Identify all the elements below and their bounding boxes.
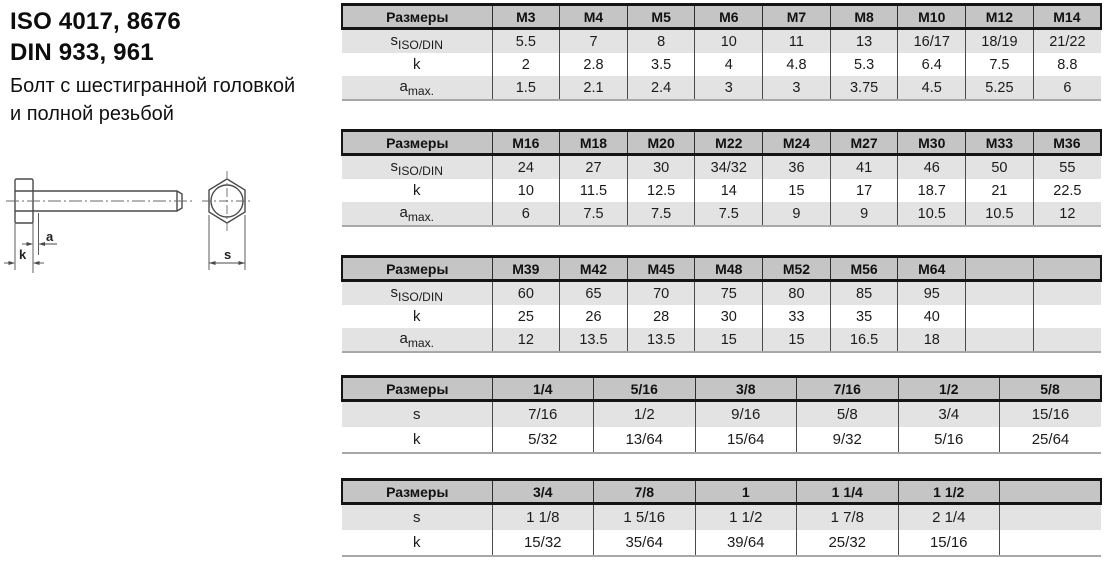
value-cell bbox=[1000, 504, 1102, 531]
value-cell: 2.4 bbox=[627, 76, 695, 100]
value-cell: 46 bbox=[898, 155, 966, 180]
value-cell: 12.5 bbox=[627, 179, 695, 202]
value-cell: 7.5 bbox=[627, 202, 695, 226]
value-cell: 6 bbox=[1033, 76, 1101, 100]
size-header-cell bbox=[1000, 480, 1102, 504]
table-header-row bbox=[342, 377, 1101, 401]
value-cell: 85 bbox=[830, 281, 898, 306]
value-cell: 25/32 bbox=[797, 530, 899, 556]
value-cell: 14 bbox=[695, 179, 763, 202]
size-header-cell: M10 bbox=[898, 5, 966, 29]
sizes-header-cell: Размеры bbox=[342, 131, 492, 155]
value-cell: 75 bbox=[695, 281, 763, 306]
value-cell: 7.5 bbox=[695, 202, 763, 226]
value-cell: 30 bbox=[627, 155, 695, 180]
row-label-cell bbox=[342, 305, 492, 328]
size-header-cell: 1/2 bbox=[898, 377, 1000, 401]
value-cell: 8 bbox=[627, 29, 695, 54]
value-cell: 1 1/8 bbox=[492, 504, 594, 531]
value-cell: 6.4 bbox=[898, 53, 966, 76]
row-label-cell bbox=[342, 504, 492, 531]
size-header-cell: M20 bbox=[627, 131, 695, 155]
size-header-cell: M42 bbox=[560, 257, 628, 281]
value-cell: 5.25 bbox=[966, 76, 1034, 100]
row-label: s bbox=[413, 509, 421, 526]
row-label-subscript: ISO/DIN bbox=[398, 37, 443, 52]
value-cell: 80 bbox=[763, 281, 831, 306]
size-header-cell: M18 bbox=[560, 131, 628, 155]
inch-table-34-to-112 bbox=[341, 478, 1102, 557]
size-header-cell bbox=[966, 257, 1034, 281]
row-label: s bbox=[390, 31, 399, 49]
row-label-cell bbox=[342, 202, 492, 226]
size-header-cell: 1 1/2 bbox=[898, 480, 1000, 504]
dimension-row bbox=[342, 53, 1101, 76]
row-label: a bbox=[399, 203, 408, 221]
value-cell: 4.5 bbox=[898, 76, 966, 100]
value-cell: 13.5 bbox=[560, 328, 628, 352]
value-cell: 7/16 bbox=[492, 401, 594, 428]
dimension-row bbox=[342, 281, 1101, 306]
value-cell: 15/16 bbox=[898, 530, 1000, 556]
value-cell: 15 bbox=[763, 328, 831, 352]
value-cell: 34/32 bbox=[695, 155, 763, 180]
value-cell: 3/4 bbox=[898, 401, 1000, 428]
row-label: s bbox=[390, 157, 399, 175]
value-cell: 65 bbox=[560, 281, 628, 306]
size-header-cell: M36 bbox=[1033, 131, 1101, 155]
value-cell bbox=[966, 305, 1034, 328]
row-label-cell bbox=[342, 401, 492, 428]
value-cell: 21 bbox=[966, 179, 1034, 202]
size-header-cell: M33 bbox=[966, 131, 1034, 155]
value-cell: 11.5 bbox=[560, 179, 628, 202]
size-header-cell: M48 bbox=[695, 257, 763, 281]
value-cell: 5.3 bbox=[830, 53, 898, 76]
title-block bbox=[10, 6, 340, 128]
dimension-row bbox=[342, 328, 1101, 352]
dimension-row bbox=[342, 76, 1101, 100]
value-cell: 5.5 bbox=[492, 29, 560, 54]
value-cell: 5/32 bbox=[492, 427, 594, 453]
value-cell: 25/64 bbox=[1000, 427, 1102, 453]
value-cell: 3.5 bbox=[627, 53, 695, 76]
value-cell: 16.5 bbox=[830, 328, 898, 352]
value-cell: 10.5 bbox=[898, 202, 966, 226]
row-label-cell bbox=[342, 179, 492, 202]
size-header-cell: 5/8 bbox=[1000, 377, 1102, 401]
value-cell: 21/22 bbox=[1033, 29, 1101, 54]
row-label-subscript: max. bbox=[407, 209, 435, 224]
size-header-cell: 7/8 bbox=[594, 480, 696, 504]
value-cell: 10 bbox=[492, 179, 560, 202]
metric-table-m39-m64 bbox=[341, 255, 1102, 353]
value-cell: 28 bbox=[627, 305, 695, 328]
bolt-technical-drawing bbox=[0, 155, 320, 285]
value-cell: 35/64 bbox=[594, 530, 696, 556]
size-header-cell: 5/16 bbox=[594, 377, 696, 401]
size-header-cell: M5 bbox=[627, 5, 695, 29]
row-label: s bbox=[413, 406, 421, 423]
row-label-cell bbox=[342, 155, 492, 180]
value-cell: 12 bbox=[492, 328, 560, 352]
value-cell: 15/64 bbox=[695, 427, 797, 453]
value-cell: 1 7/8 bbox=[797, 504, 899, 531]
value-cell: 6 bbox=[492, 202, 560, 226]
size-header-cell: M3 bbox=[492, 5, 560, 29]
size-header-cell: M12 bbox=[966, 5, 1034, 29]
table-header-row bbox=[342, 5, 1101, 29]
size-header-cell: 3/4 bbox=[492, 480, 594, 504]
size-header-cell: M22 bbox=[695, 131, 763, 155]
value-cell: 13 bbox=[830, 29, 898, 54]
size-header-cell: 1 bbox=[695, 480, 797, 504]
row-label-subscript: ISO/DIN bbox=[398, 163, 443, 178]
value-cell bbox=[1033, 281, 1101, 306]
value-cell: 10.5 bbox=[966, 202, 1034, 226]
value-cell: 25 bbox=[492, 305, 560, 328]
dimension-row bbox=[342, 427, 1101, 453]
value-cell: 15/32 bbox=[492, 530, 594, 556]
dimension-row bbox=[342, 179, 1101, 202]
value-cell: 12 bbox=[1033, 202, 1101, 226]
value-cell: 9 bbox=[763, 202, 831, 226]
value-cell: 9/32 bbox=[797, 427, 899, 453]
inch-table-quarter-to-58 bbox=[341, 375, 1102, 454]
size-header-cell: M6 bbox=[695, 5, 763, 29]
value-cell: 7.5 bbox=[966, 53, 1034, 76]
value-cell: 2.8 bbox=[560, 53, 628, 76]
size-header-cell: M27 bbox=[830, 131, 898, 155]
size-header-cell bbox=[1033, 257, 1101, 281]
value-cell: 18/19 bbox=[966, 29, 1034, 54]
size-header-cell: 3/8 bbox=[695, 377, 797, 401]
value-cell: 2 bbox=[492, 53, 560, 76]
row-label: k bbox=[413, 431, 421, 448]
iso-standard-title: ISO 4017, 8676 bbox=[10, 8, 181, 35]
size-header-cell: M52 bbox=[763, 257, 831, 281]
value-cell: 2.1 bbox=[560, 76, 628, 100]
value-cell bbox=[966, 328, 1034, 352]
value-cell: 41 bbox=[830, 155, 898, 180]
value-cell: 18.7 bbox=[898, 179, 966, 202]
dimension-row bbox=[342, 530, 1101, 556]
value-cell: 8.8 bbox=[1033, 53, 1101, 76]
dim-label-s: s bbox=[224, 247, 232, 262]
value-cell: 4 bbox=[695, 53, 763, 76]
value-cell: 22.5 bbox=[1033, 179, 1101, 202]
row-label-subscript: ISO/DIN bbox=[398, 289, 443, 304]
value-cell: 5/8 bbox=[797, 401, 899, 428]
value-cell: 40 bbox=[898, 305, 966, 328]
row-label: a bbox=[399, 77, 408, 95]
table-header-row bbox=[342, 480, 1101, 504]
value-cell: 35 bbox=[830, 305, 898, 328]
value-cell: 7.5 bbox=[560, 202, 628, 226]
row-label-subscript: max. bbox=[407, 335, 435, 350]
sizes-header-cell: Размеры bbox=[342, 5, 492, 29]
value-cell: 39/64 bbox=[695, 530, 797, 556]
size-header-cell: M8 bbox=[830, 5, 898, 29]
dimension-row bbox=[342, 401, 1101, 428]
size-header-cell: M16 bbox=[492, 131, 560, 155]
value-cell bbox=[1033, 305, 1101, 328]
sizes-header-cell: Размеры bbox=[342, 480, 492, 504]
size-header-cell: M39 bbox=[492, 257, 560, 281]
value-cell: 2 1/4 bbox=[898, 504, 1000, 531]
row-label: k bbox=[413, 182, 421, 199]
value-cell bbox=[966, 281, 1034, 306]
row-label: k bbox=[413, 56, 421, 73]
value-cell: 4.8 bbox=[763, 53, 831, 76]
size-header-cell: M56 bbox=[830, 257, 898, 281]
row-label: a bbox=[399, 329, 408, 347]
value-cell: 16/17 bbox=[898, 29, 966, 54]
value-cell: 70 bbox=[627, 281, 695, 306]
din-standard-title: DIN 933, 961 bbox=[10, 39, 154, 66]
size-header-cell: M45 bbox=[627, 257, 695, 281]
row-label-cell bbox=[342, 76, 492, 100]
table-header-row bbox=[342, 131, 1101, 155]
size-header-cell: M14 bbox=[1033, 5, 1101, 29]
dim-label-a: a bbox=[46, 229, 54, 244]
dimension-row bbox=[342, 202, 1101, 226]
value-cell: 1 5/16 bbox=[594, 504, 696, 531]
row-label: s bbox=[390, 283, 399, 301]
value-cell: 9/16 bbox=[695, 401, 797, 428]
row-label: k bbox=[413, 308, 421, 325]
value-cell: 36 bbox=[763, 155, 831, 180]
size-header-cell: 7/16 bbox=[797, 377, 899, 401]
row-label-cell bbox=[342, 29, 492, 54]
value-cell: 15/16 bbox=[1000, 401, 1102, 428]
metric-table-m16-m36 bbox=[341, 129, 1102, 227]
row-label-cell bbox=[342, 427, 492, 453]
size-header-cell: M64 bbox=[898, 257, 966, 281]
value-cell: 15 bbox=[763, 179, 831, 202]
value-cell bbox=[1033, 328, 1101, 352]
value-cell: 13/64 bbox=[594, 427, 696, 453]
value-cell: 1/2 bbox=[594, 401, 696, 428]
value-cell: 5/16 bbox=[898, 427, 1000, 453]
dimension-row bbox=[342, 305, 1101, 328]
value-cell: 3 bbox=[695, 76, 763, 100]
row-label-subscript: max. bbox=[407, 83, 435, 98]
value-cell: 9 bbox=[830, 202, 898, 226]
size-header-cell: M24 bbox=[763, 131, 831, 155]
value-cell: 24 bbox=[492, 155, 560, 180]
value-cell: 18 bbox=[898, 328, 966, 352]
value-cell: 13.5 bbox=[627, 328, 695, 352]
product-description-line1: Болт с шестигранной головкой bbox=[10, 75, 296, 97]
value-cell: 1.5 bbox=[492, 76, 560, 100]
value-cell: 7 bbox=[560, 29, 628, 54]
row-label-cell bbox=[342, 530, 492, 556]
size-header-cell: M4 bbox=[560, 5, 628, 29]
dimension-row bbox=[342, 504, 1101, 531]
table-header-row bbox=[342, 257, 1101, 281]
dim-label-k: k bbox=[19, 247, 27, 262]
value-cell: 17 bbox=[830, 179, 898, 202]
value-cell: 11 bbox=[763, 29, 831, 54]
size-header-cell: 1 1/4 bbox=[797, 480, 899, 504]
value-cell: 30 bbox=[695, 305, 763, 328]
value-cell: 3.75 bbox=[830, 76, 898, 100]
sizes-header-cell: Размеры bbox=[342, 257, 492, 281]
value-cell: 26 bbox=[560, 305, 628, 328]
dimension-row bbox=[342, 29, 1101, 54]
value-cell: 10 bbox=[695, 29, 763, 54]
size-header-cell: M7 bbox=[763, 5, 831, 29]
value-cell: 1 1/2 bbox=[695, 504, 797, 531]
value-cell: 60 bbox=[492, 281, 560, 306]
value-cell: 15 bbox=[695, 328, 763, 352]
row-label-cell bbox=[342, 328, 492, 352]
value-cell: 33 bbox=[763, 305, 831, 328]
value-cell: 95 bbox=[898, 281, 966, 306]
sizes-header-cell: Размеры bbox=[342, 377, 492, 401]
row-label: k bbox=[413, 534, 421, 551]
value-cell: 55 bbox=[1033, 155, 1101, 180]
size-header-cell: 1/4 bbox=[492, 377, 594, 401]
value-cell: 50 bbox=[966, 155, 1034, 180]
row-label-cell bbox=[342, 281, 492, 306]
size-header-cell: M30 bbox=[898, 131, 966, 155]
value-cell: 27 bbox=[560, 155, 628, 180]
row-label-cell bbox=[342, 53, 492, 76]
product-description-line2: и полной резьбой bbox=[10, 103, 174, 125]
dimension-row bbox=[342, 155, 1101, 180]
value-cell bbox=[1000, 530, 1102, 556]
metric-table-m3-m14 bbox=[341, 3, 1102, 101]
value-cell: 3 bbox=[763, 76, 831, 100]
